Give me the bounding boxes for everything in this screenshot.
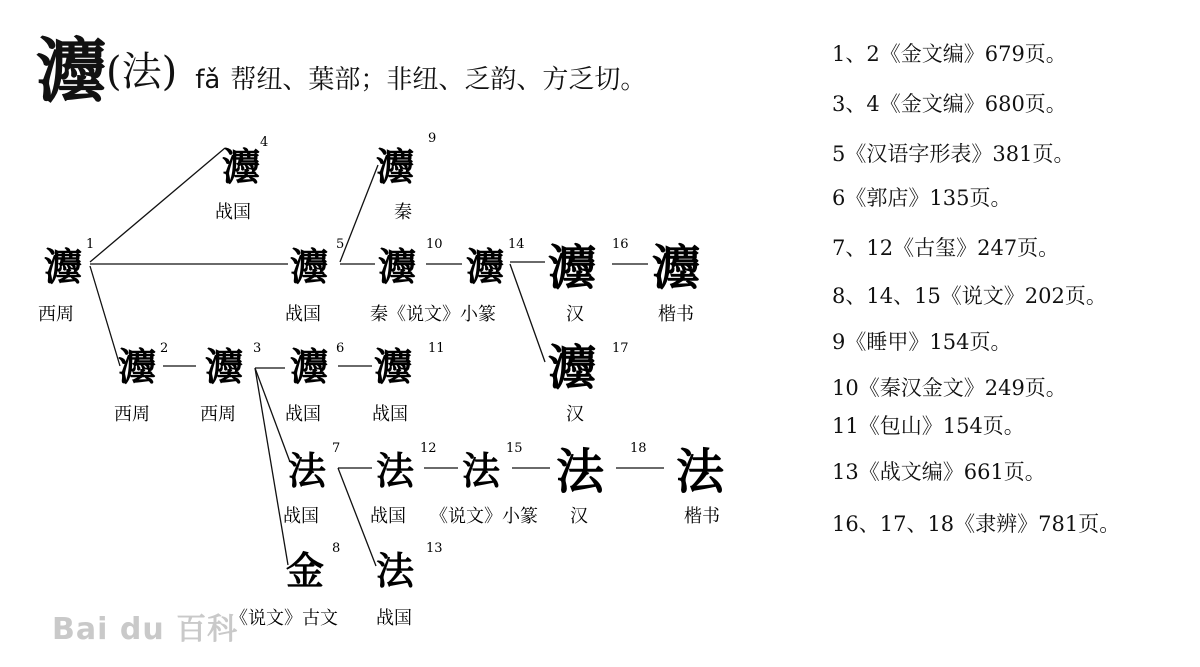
note-16: 16 — [612, 237, 629, 252]
node-15 — [430, 441, 538, 527]
pinyin-reading: fǎ — [195, 64, 221, 95]
glyph-15: 法 — [462, 448, 501, 493]
label-13: 战国 — [376, 608, 412, 629]
node-3 — [200, 341, 261, 425]
glyph-2: 灋 — [118, 344, 157, 389]
node-6 — [285, 341, 344, 425]
glyph-14: 灋 — [466, 244, 505, 289]
node-13 — [376, 541, 443, 629]
note-8: 8 — [332, 541, 341, 556]
note-12: 12 — [420, 441, 437, 456]
note-3: 3 — [253, 341, 262, 356]
note-4: 4 — [260, 135, 269, 150]
label-8: 《说文》古文 — [230, 608, 338, 629]
paren-open: ( — [106, 48, 122, 95]
line-14-17 — [510, 264, 545, 362]
line-3-8 — [255, 368, 288, 565]
label-7: 战国 — [283, 506, 319, 527]
label-17: 汉 — [566, 404, 584, 425]
note-6: 6 — [336, 341, 345, 356]
source-item: 3、4《金文编》680页。 — [832, 92, 1067, 116]
node-17 — [548, 340, 629, 425]
glyph-7: 法 — [288, 448, 327, 493]
note-5: 5 — [336, 237, 345, 252]
label-kaishu-1: 楷书 — [658, 304, 694, 325]
source-item: 16、17、18《隶辨》781页。 — [832, 512, 1121, 536]
glyph-9: 灋 — [376, 144, 415, 189]
source-item: 11《包山》154页。 — [832, 414, 1025, 438]
note-15: 15 — [506, 441, 523, 456]
node-12 — [370, 441, 437, 527]
source-item: 10《秦汉金文》249页。 — [832, 376, 1067, 400]
source-item: 13《战文编》661页。 — [832, 460, 1046, 484]
glyph-13: 法 — [376, 548, 415, 593]
line-1-2 — [90, 266, 120, 366]
node-8 — [230, 541, 340, 629]
note-11: 11 — [428, 341, 445, 356]
label-3: 西周 — [200, 404, 236, 425]
line-1-4 — [90, 148, 225, 262]
label-5: 战国 — [285, 304, 321, 325]
paren-close: ) — [161, 48, 178, 95]
glyph-kaishu-1: 灋 — [652, 240, 701, 296]
source-item: 7、12《古玺》247页。 — [832, 236, 1060, 260]
node-5 — [285, 237, 344, 325]
note-14: 14 — [508, 237, 525, 252]
note-2: 2 — [160, 341, 169, 356]
glyph-4: 灋 — [222, 144, 261, 189]
label-9: 秦 — [394, 202, 412, 223]
label-10: 秦《说文》小篆 — [370, 304, 496, 325]
node-kaishu-1 — [652, 240, 700, 325]
node-16 — [548, 237, 629, 325]
glyph-10: 灋 — [378, 244, 417, 289]
note-7: 7 — [332, 441, 341, 456]
label-4: 战国 — [215, 202, 251, 223]
baidu-watermark: Bai du 百科 — [52, 612, 239, 647]
node-kaishu-2 — [676, 444, 725, 527]
note-1: 1 — [86, 237, 95, 252]
glyph-5: 灋 — [290, 244, 329, 289]
node-1 — [38, 237, 94, 325]
note-9: 9 — [428, 131, 437, 146]
label-12: 战国 — [370, 506, 406, 527]
glyph-1: 灋 — [44, 244, 83, 289]
label-6: 战国 — [285, 404, 321, 425]
glyph-11: 灋 — [374, 344, 413, 389]
glyph-17: 灋 — [548, 340, 597, 396]
node-18 — [556, 441, 647, 527]
node-7 — [283, 441, 340, 527]
label-18: 汉 — [570, 506, 588, 527]
glyph-12: 法 — [376, 448, 415, 493]
glyph-6: 灋 — [290, 344, 329, 389]
label-1: 西周 — [38, 304, 74, 325]
headword-character: 灋 — [36, 29, 106, 112]
glyph-3: 灋 — [205, 344, 244, 389]
node-11 — [372, 341, 445, 425]
note-10: 10 — [426, 237, 443, 252]
source-item: 5《汉语字形表》381页。 — [832, 142, 1075, 166]
glyph-kaishu-2: 法 — [676, 444, 725, 500]
note-13: 13 — [426, 541, 443, 556]
glyph-8: 金 — [286, 548, 325, 593]
node-9 — [376, 131, 436, 223]
modern-form-character: 法 — [121, 48, 162, 95]
node-4 — [215, 135, 268, 223]
source-item: 1、2《金文编》679页。 — [832, 42, 1067, 66]
note-17: 17 — [612, 341, 629, 356]
label-15: 《说文》小篆 — [430, 506, 538, 527]
line-5-9 — [340, 165, 378, 262]
label-11: 战国 — [372, 404, 408, 425]
label-2: 西周 — [114, 404, 150, 425]
glyph-18: 法 — [556, 444, 605, 500]
source-item: 9《睡甲》154页。 — [832, 330, 1012, 354]
glyph-16: 灋 — [548, 240, 597, 296]
source-item: 6《郭店》135页。 — [832, 186, 1012, 210]
source-item: 8、14、15《说文》202页。 — [832, 284, 1107, 308]
node-2 — [114, 341, 168, 425]
note-18: 18 — [630, 441, 647, 456]
label-16: 汉 — [566, 304, 584, 325]
phonology-note: 帮纽、葉部；非纽、乏韵、方乏切。 — [230, 64, 647, 95]
label-kaishu-2: 楷书 — [684, 506, 720, 527]
